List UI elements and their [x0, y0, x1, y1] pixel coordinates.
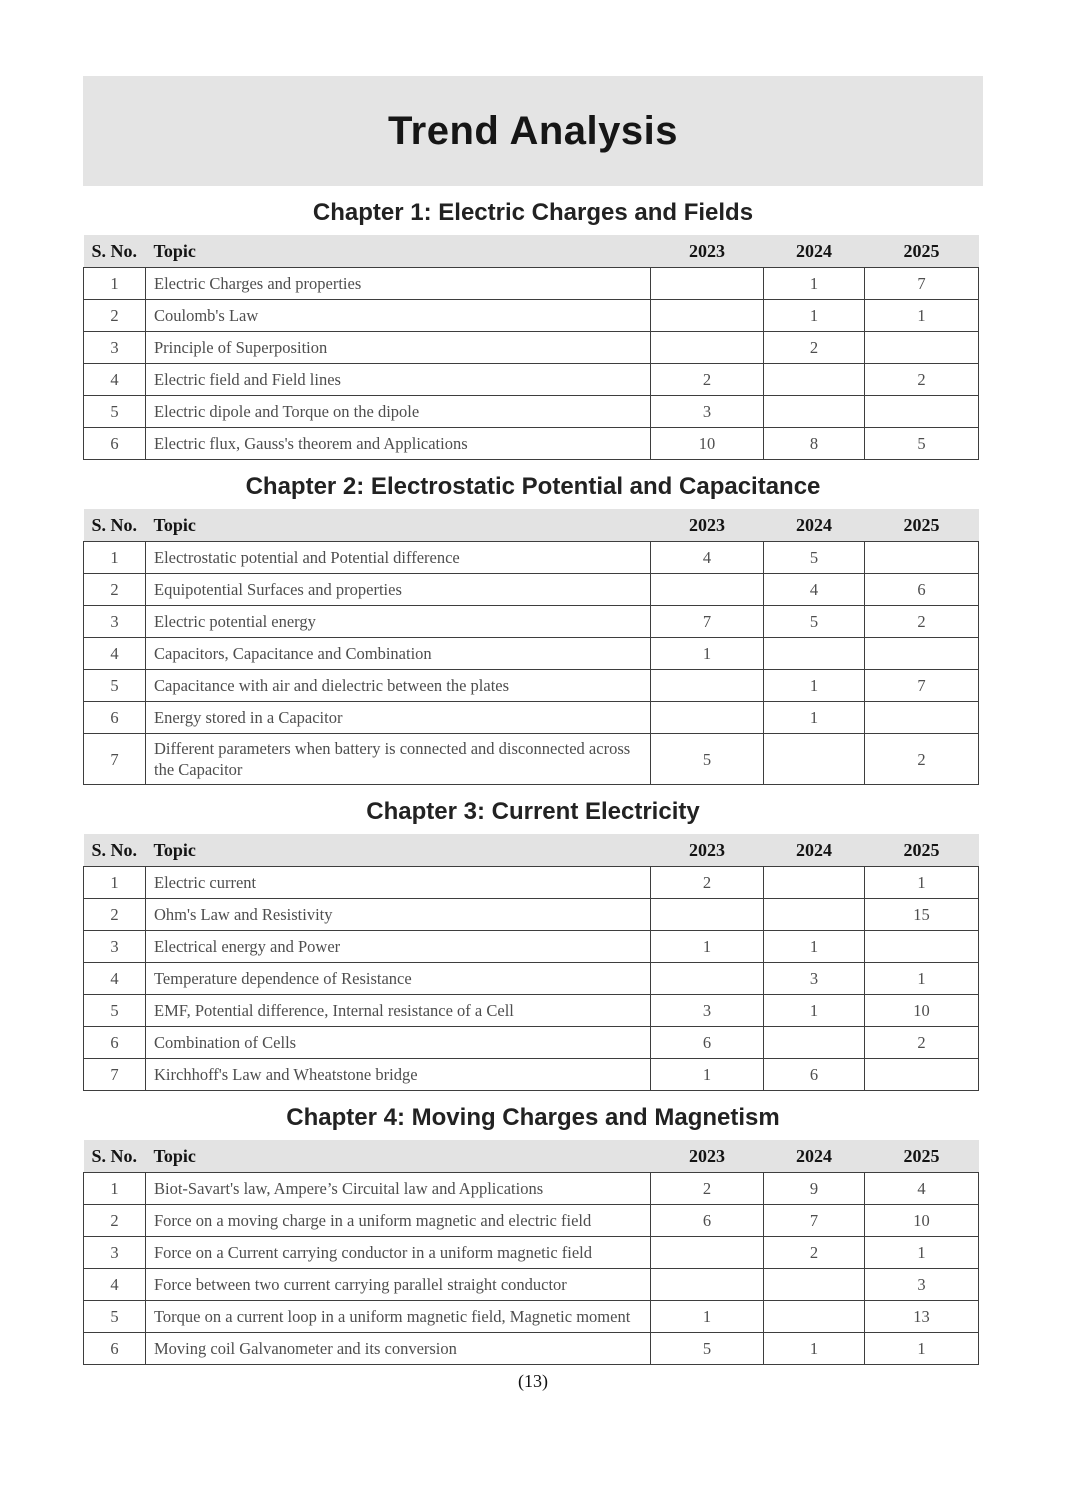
cell-2025 — [865, 931, 979, 963]
col-header-topic: Topic — [153, 240, 196, 261]
cell-2023: 2 — [651, 364, 764, 396]
cell-2025: 2 — [865, 606, 979, 638]
page-number: (13) — [518, 1371, 548, 1391]
cell-2023: 2 — [651, 1173, 764, 1205]
col-header-topic: Topic — [153, 514, 196, 535]
cell-sno: 6 — [84, 1333, 146, 1365]
col-header-topic: Topic — [153, 1145, 196, 1166]
cell-2025: 1 — [865, 1333, 979, 1365]
table-row — [84, 396, 979, 428]
cell-2025: 1 — [865, 963, 979, 995]
table-row — [84, 1059, 979, 1091]
cell-topic: Electric dipole and Torque on the dipole — [146, 396, 651, 428]
cell-sno: 5 — [84, 1301, 146, 1333]
page-content — [83, 0, 983, 1392]
table-header-row — [84, 509, 979, 542]
cell-2023: 7 — [651, 606, 764, 638]
chapter-3-table-body — [84, 867, 979, 1091]
cell-2023: 1 — [651, 638, 764, 670]
chapter-3-section — [83, 798, 983, 1091]
col-header-sno: S. No. — [91, 240, 138, 261]
table-row — [84, 542, 979, 574]
cell-2024: 8 — [764, 428, 865, 460]
table-row — [84, 300, 979, 332]
cell-2023: 1 — [651, 1059, 764, 1091]
cell-sno: 1 — [84, 542, 146, 574]
cell-2023 — [651, 300, 764, 332]
cell-2024: 2 — [764, 1237, 865, 1269]
cell-2024: 3 — [764, 963, 865, 995]
col-header-sno: S. No. — [91, 1145, 138, 1166]
cell-2025: 13 — [865, 1301, 979, 1333]
cell-2023 — [651, 332, 764, 364]
cell-2024: 6 — [764, 1059, 865, 1091]
cell-2023 — [651, 899, 764, 931]
table-header-row — [84, 834, 979, 867]
col-header-2025: 2025 — [903, 514, 940, 535]
cell-topic: Energy stored in a Capacitor — [146, 702, 651, 734]
chapter-3-title: Chapter 3: Current Electricity — [366, 798, 700, 825]
cell-2025 — [865, 1059, 979, 1091]
cell-2025: 15 — [865, 899, 979, 931]
cell-topic: Electric potential energy — [146, 606, 651, 638]
cell-sno: 2 — [84, 300, 146, 332]
cell-2024 — [764, 364, 865, 396]
cell-topic: Electric Charges and properties — [146, 268, 651, 300]
table-row — [84, 734, 979, 785]
cell-topic: Electrical energy and Power — [146, 931, 651, 963]
title-banner — [83, 76, 983, 186]
cell-2025 — [865, 638, 979, 670]
cell-topic: Principle of Superposition — [146, 332, 651, 364]
cell-2023: 5 — [651, 1333, 764, 1365]
cell-2024: 1 — [764, 670, 865, 702]
cell-sno: 2 — [84, 574, 146, 606]
col-header-sno: S. No. — [91, 839, 138, 860]
cell-2023: 2 — [651, 867, 764, 899]
table-row — [84, 931, 979, 963]
cell-2023 — [651, 574, 764, 606]
col-header-2023: 2023 — [689, 240, 725, 261]
chapter-3-table — [83, 834, 979, 1091]
cell-topic: Equipotential Surfaces and properties — [146, 574, 651, 606]
cell-2024: 1 — [764, 931, 865, 963]
table-row — [84, 1301, 979, 1333]
cell-sno: 2 — [84, 1205, 146, 1237]
table-row — [84, 1333, 979, 1365]
table-row — [84, 1269, 979, 1301]
cell-2024 — [764, 1301, 865, 1333]
cell-sno: 4 — [84, 638, 146, 670]
table-row — [84, 574, 979, 606]
cell-2024: 4 — [764, 574, 865, 606]
col-header-2025: 2025 — [903, 1145, 940, 1166]
cell-topic: Force on a Current carrying conductor in a uniform magnetic field — [146, 1237, 651, 1269]
cell-2025: 2 — [865, 734, 979, 785]
cell-2025: 7 — [865, 268, 979, 300]
cell-topic: Combination of Cells — [146, 1027, 651, 1059]
cell-2024 — [764, 867, 865, 899]
cell-2024 — [764, 396, 865, 428]
col-header-2025: 2025 — [903, 240, 940, 261]
cell-2024: 7 — [764, 1205, 865, 1237]
cell-2025: 4 — [865, 1173, 979, 1205]
table-row — [84, 702, 979, 734]
cell-topic: EMF, Potential difference, Internal resistance of a Cell — [146, 995, 651, 1027]
cell-2025 — [865, 542, 979, 574]
cell-2025 — [865, 396, 979, 428]
table-row — [84, 1237, 979, 1269]
chapter-4-table — [83, 1140, 979, 1365]
table-row — [84, 638, 979, 670]
cell-sno: 1 — [84, 867, 146, 899]
table-header-row — [84, 1140, 979, 1173]
cell-2023: 3 — [651, 995, 764, 1027]
cell-2024: 9 — [764, 1173, 865, 1205]
cell-2023: 1 — [651, 931, 764, 963]
table-row — [84, 606, 979, 638]
cell-2025: 10 — [865, 995, 979, 1027]
cell-2024 — [764, 899, 865, 931]
table-row — [84, 670, 979, 702]
cell-sno: 5 — [84, 670, 146, 702]
cell-2025: 5 — [865, 428, 979, 460]
chapter-1-table — [83, 235, 979, 460]
cell-2023 — [651, 268, 764, 300]
cell-sno: 5 — [84, 396, 146, 428]
cell-2023: 10 — [651, 428, 764, 460]
table-row — [84, 332, 979, 364]
cell-2023: 5 — [651, 734, 764, 785]
cell-sno: 4 — [84, 1269, 146, 1301]
cell-sno: 1 — [84, 268, 146, 300]
col-header-2024: 2024 — [796, 839, 832, 860]
cell-2023 — [651, 1237, 764, 1269]
chapter-1-section — [83, 199, 983, 460]
cell-sno: 4 — [84, 963, 146, 995]
cell-2023 — [651, 963, 764, 995]
cell-2023: 1 — [651, 1301, 764, 1333]
col-header-2023: 2023 — [689, 514, 725, 535]
cell-topic: Ohm's Law and Resistivity — [146, 899, 651, 931]
cell-topic: Moving coil Galvanometer and its conversion — [146, 1333, 651, 1365]
cell-2024: 1 — [764, 1333, 865, 1365]
cell-2025: 6 — [865, 574, 979, 606]
cell-topic: Coulomb's Law — [146, 300, 651, 332]
cell-2023: 6 — [651, 1205, 764, 1237]
table-row — [84, 867, 979, 899]
chapter-4-title: Chapter 4: Moving Charges and Magnetism — [286, 1104, 780, 1131]
cell-2025: 7 — [865, 670, 979, 702]
table-row — [84, 364, 979, 396]
cell-topic: Electric flux, Gauss's theorem and Applications — [146, 428, 651, 460]
cell-topic: Force on a moving charge in a uniform magnetic and electric field — [146, 1205, 651, 1237]
cell-topic: Different parameters when battery is connected and disconnected across the Capacitor — [146, 734, 651, 785]
cell-2025 — [865, 332, 979, 364]
cell-sno: 3 — [84, 931, 146, 963]
cell-topic: Electric current — [146, 867, 651, 899]
col-header-sno: S. No. — [91, 514, 138, 535]
table-row — [84, 428, 979, 460]
cell-2024: 1 — [764, 995, 865, 1027]
cell-sno: 1 — [84, 1173, 146, 1205]
cell-2024 — [764, 1027, 865, 1059]
cell-topic: Torque on a current loop in a uniform magnetic field, Magnetic moment — [146, 1301, 651, 1333]
cell-sno: 4 — [84, 364, 146, 396]
cell-sno: 6 — [84, 1027, 146, 1059]
chapter-2-section — [83, 473, 983, 785]
table-row — [84, 1173, 979, 1205]
page-title: Trend Analysis — [387, 108, 679, 153]
col-header-2023: 2023 — [689, 1145, 725, 1166]
cell-2025: 2 — [865, 364, 979, 396]
cell-2024 — [764, 638, 865, 670]
col-header-2024: 2024 — [796, 240, 832, 261]
cell-2025 — [865, 702, 979, 734]
table-row — [84, 1205, 979, 1237]
cell-topic: Force between two current carrying parallel straight conductor — [146, 1269, 651, 1301]
cell-2025: 1 — [865, 300, 979, 332]
table-row — [84, 1027, 979, 1059]
cell-2025: 1 — [865, 1237, 979, 1269]
cell-sno: 3 — [84, 1237, 146, 1269]
cell-2024 — [764, 734, 865, 785]
cell-topic: Electric field and Field lines — [146, 364, 651, 396]
chapter-4-table-body — [84, 1173, 979, 1365]
table-row — [84, 268, 979, 300]
cell-2025: 3 — [865, 1269, 979, 1301]
cell-topic: Electrostatic potential and Potential difference — [146, 542, 651, 574]
cell-sno: 7 — [84, 1059, 146, 1091]
col-header-2024: 2024 — [796, 1145, 832, 1166]
cell-2023 — [651, 1269, 764, 1301]
cell-sno: 6 — [84, 428, 146, 460]
cell-sno: 2 — [84, 899, 146, 931]
cell-sno: 3 — [84, 606, 146, 638]
cell-2024 — [764, 1269, 865, 1301]
cell-2023: 3 — [651, 396, 764, 428]
cell-sno: 7 — [84, 734, 146, 785]
col-header-topic: Topic — [153, 839, 196, 860]
table-row — [84, 963, 979, 995]
chapter-1-title: Chapter 1: Electric Charges and Fields — [312, 199, 754, 226]
chapter-2-table-body — [84, 542, 979, 785]
col-header-2024: 2024 — [796, 514, 832, 535]
cell-2024: 5 — [764, 606, 865, 638]
cell-sno: 6 — [84, 702, 146, 734]
cell-2024: 5 — [764, 542, 865, 574]
cell-2024: 1 — [764, 702, 865, 734]
table-row — [84, 899, 979, 931]
cell-2024: 2 — [764, 332, 865, 364]
cell-topic: Kirchhoff's Law and Wheatstone bridge — [146, 1059, 651, 1091]
cell-2025: 2 — [865, 1027, 979, 1059]
cell-topic: Temperature dependence of Resistance — [146, 963, 651, 995]
cell-2024: 1 — [764, 268, 865, 300]
col-header-2023: 2023 — [689, 839, 725, 860]
chapter-4-section — [83, 1104, 983, 1365]
cell-2023: 6 — [651, 1027, 764, 1059]
cell-2025: 10 — [865, 1205, 979, 1237]
cell-sno: 3 — [84, 332, 146, 364]
cell-2024: 1 — [764, 300, 865, 332]
cell-2025: 1 — [865, 867, 979, 899]
col-header-2025: 2025 — [903, 839, 940, 860]
table-header-row — [84, 235, 979, 268]
cell-2023 — [651, 670, 764, 702]
cell-topic: Capacitance with air and dielectric between the plates — [146, 670, 651, 702]
chapter-1-table-body — [84, 268, 979, 460]
cell-2023 — [651, 702, 764, 734]
cell-topic: Capacitors, Capacitance and Combination — [146, 638, 651, 670]
cell-sno: 5 — [84, 995, 146, 1027]
cell-topic: Biot-Savart's law, Ampere’s Circuital law and Applications — [146, 1173, 651, 1205]
cell-2023: 4 — [651, 542, 764, 574]
chapter-2-title: Chapter 2: Electrostatic Potential and Capacitance — [245, 473, 821, 500]
chapter-2-table — [83, 509, 979, 785]
table-row — [84, 995, 979, 1027]
